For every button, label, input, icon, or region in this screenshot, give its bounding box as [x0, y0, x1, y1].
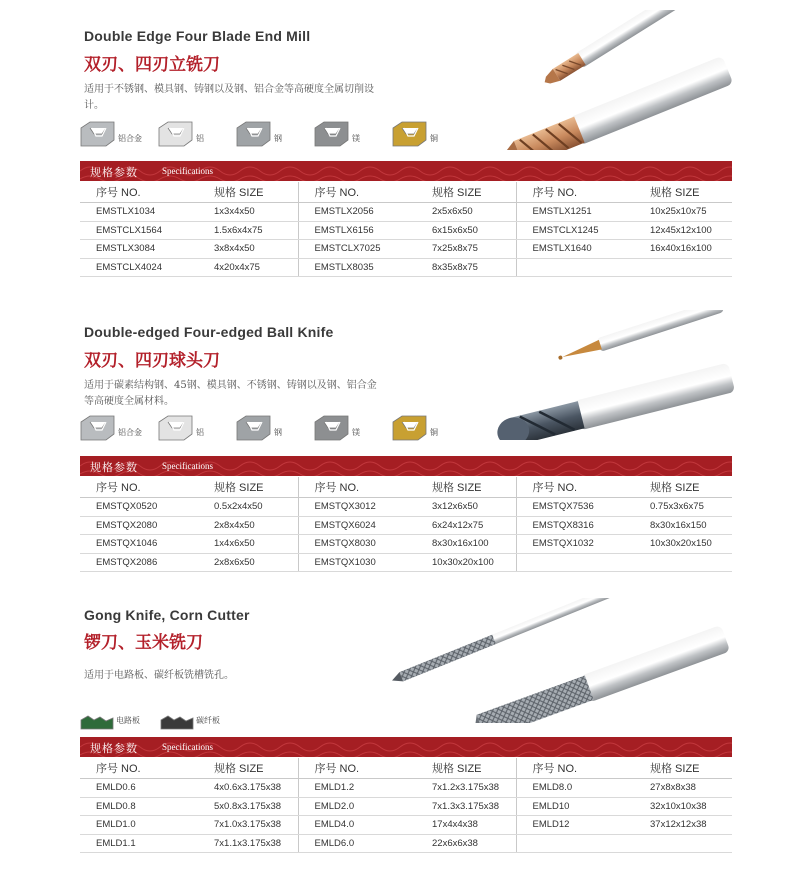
section-description: 适用于不锈钢、模具钢、铸钢以及钢、铝合金等高硬度全属切削设计。 — [84, 84, 374, 111]
material-block-icon — [80, 120, 116, 148]
spec-title-cn: 规格参数 — [90, 166, 138, 179]
cell-model-no: EMSTLX1034 — [80, 203, 192, 222]
material-block-icon — [392, 414, 428, 442]
cell-size: 1.5x6x4x75 — [192, 221, 298, 240]
cell-size — [628, 834, 732, 853]
cell-size: 0.5x2x4x50 — [192, 498, 298, 517]
material-label: 铝合金 — [118, 428, 142, 437]
column-header-size: 规格 SIZE — [628, 758, 732, 779]
cell-model-no: EMSTQX3012 — [298, 498, 410, 517]
cell-size: 1x3x4x50 — [192, 203, 298, 222]
end-mill-tool-image — [480, 10, 740, 150]
cell-size: 7x1.1x3.175x38 — [192, 834, 298, 853]
column-header-size: 规格 SIZE — [410, 477, 516, 498]
material-label: 铜 — [430, 428, 438, 437]
column-header-no: 序号 NO. — [516, 182, 628, 203]
cell-model-no: EMLD12 — [516, 816, 628, 835]
table-row — [80, 221, 732, 240]
material-label: 铝 — [196, 428, 204, 437]
cell-model-no: EMSTLX1251 — [516, 203, 628, 222]
cell-model-no: EMSTLX8035 — [298, 258, 410, 277]
cell-model-no: EMLD6.0 — [298, 834, 410, 853]
cell-size — [628, 553, 732, 572]
column-header-size: 规格 SIZE — [192, 758, 298, 779]
material-label: 钢 — [274, 428, 282, 437]
table-header-row — [80, 477, 732, 498]
material-label: 钢 — [274, 134, 282, 143]
table-row — [80, 816, 732, 835]
material-label: 铜 — [430, 134, 438, 143]
column-header-size: 规格 SIZE — [410, 182, 516, 203]
cell-size: 4x20x4x75 — [192, 258, 298, 277]
column-header-size: 规格 SIZE — [410, 758, 516, 779]
column-header-no: 序号 NO. — [298, 182, 410, 203]
cell-size: 2x8x4x50 — [192, 516, 298, 535]
section-ball-knife — [0, 290, 800, 580]
cell-size: 10x30x20x150 — [628, 535, 732, 554]
cell-model-no: EMLD4.0 — [298, 816, 410, 835]
cell-model-no: EMSTCLX1564 — [80, 221, 192, 240]
cell-model-no: EMLD2.0 — [298, 797, 410, 816]
column-header-size: 规格 SIZE — [192, 182, 298, 203]
section-corn-cutter — [0, 580, 800, 869]
column-header-no: 序号 NO. — [80, 758, 192, 779]
material-block-icon — [158, 120, 194, 148]
column-header-size: 规格 SIZE — [628, 477, 732, 498]
material-icon-item — [80, 412, 142, 442]
cell-model-no: EMLD1.1 — [80, 834, 192, 853]
cell-size: 1x4x6x50 — [192, 535, 298, 554]
column-header-no: 序号 NO. — [516, 477, 628, 498]
section-title-en: Double-edged Four-edged Ball Knife — [84, 324, 334, 340]
cell-size: 10x30x20x100 — [410, 553, 516, 572]
cell-size: 7x1.2x3.175x38 — [410, 779, 516, 798]
section-description: 适用于碳素结构钢、45钢、模具钢、不锈钢、铸钢以及钢、铝合金等高硬度全属材料。 — [84, 380, 377, 407]
cell-size: 37x12x12x38 — [628, 816, 732, 835]
table-row — [80, 553, 732, 572]
material-icon-item — [80, 700, 140, 730]
column-header-no: 序号 NO. — [80, 477, 192, 498]
cell-model-no: EMSTQX6024 — [298, 516, 410, 535]
ball-knife-tool-image — [480, 310, 740, 440]
material-block-icon — [236, 120, 272, 148]
cell-model-no: EMSTQX1030 — [298, 553, 410, 572]
corn-cutter-tool-image — [380, 598, 740, 723]
section-description: 适用于电路板、碳纤板铣槽铣孔。 — [84, 670, 234, 681]
cell-model-no — [516, 258, 628, 277]
table-row — [80, 535, 732, 554]
cell-model-no: EMSTQX7536 — [516, 498, 628, 517]
table-row — [80, 834, 732, 853]
cell-model-no: EMSTLX3084 — [80, 240, 192, 259]
cell-model-no: EMSTCLX7025 — [298, 240, 410, 259]
cell-size: 7x25x8x75 — [410, 240, 516, 259]
cell-size: 6x15x6x50 — [410, 221, 516, 240]
material-block-icon — [80, 414, 116, 442]
cell-model-no: EMLD0.8 — [80, 797, 192, 816]
cell-model-no — [516, 553, 628, 572]
section-title-en: Double Edge Four Blade End Mill — [84, 28, 311, 44]
specifications-bar — [80, 456, 732, 476]
column-header-size: 规格 SIZE — [628, 182, 732, 203]
cell-model-no: EMSTQX2080 — [80, 516, 192, 535]
cell-model-no: EMSTQX1032 — [516, 535, 628, 554]
cell-size: 7x1.0x3.175x38 — [192, 816, 298, 835]
table-row — [80, 498, 732, 517]
cell-model-no: EMLD10 — [516, 797, 628, 816]
cell-size: 12x45x12x100 — [628, 221, 732, 240]
column-header-no: 序号 NO. — [80, 182, 192, 203]
cell-model-no: EMSTLX2056 — [298, 203, 410, 222]
cell-size: 3x12x6x50 — [410, 498, 516, 517]
cell-model-no: EMSTQX0520 — [80, 498, 192, 517]
material-icon-item — [158, 412, 204, 442]
material-label: 镁 — [352, 428, 360, 437]
cell-model-no: EMLD0.6 — [80, 779, 192, 798]
spec-title-en: Specifications — [162, 461, 213, 471]
cell-size: 8x30x16x100 — [410, 535, 516, 554]
cell-size: 27x8x8x38 — [628, 779, 732, 798]
table-row — [80, 516, 732, 535]
cell-model-no: EMSTQX2086 — [80, 553, 192, 572]
cell-model-no: EMLD8.0 — [516, 779, 628, 798]
column-header-no: 序号 NO. — [298, 758, 410, 779]
cell-size: 32x10x10x38 — [628, 797, 732, 816]
spec-title-en: Specifications — [162, 166, 213, 176]
table-row — [80, 779, 732, 798]
material-label: 电路板 — [116, 716, 140, 725]
cell-size: 2x8x6x50 — [192, 553, 298, 572]
material-label: 镁 — [352, 134, 360, 143]
cell-model-no: EMSTQX1046 — [80, 535, 192, 554]
cell-size: 4x0.6x3.175x38 — [192, 779, 298, 798]
specifications-bar — [80, 737, 732, 757]
table-row — [80, 203, 732, 222]
cell-size: 8x35x8x75 — [410, 258, 516, 277]
material-icons — [80, 700, 300, 732]
material-icons — [80, 412, 500, 444]
material-icon-item — [236, 412, 282, 442]
spec-table — [80, 758, 732, 853]
table-header-row — [80, 758, 732, 779]
material-block-icon — [236, 414, 272, 442]
material-block-icon — [314, 120, 350, 148]
section-title-cn: 锣刀、玉米铣刀 — [84, 633, 203, 653]
material-block-icon — [392, 120, 428, 148]
material-icons — [80, 118, 500, 150]
cell-size: 16x40x16x100 — [628, 240, 732, 259]
spec-table — [80, 477, 732, 572]
table-header-row — [80, 182, 732, 203]
cell-size: 7x1.3x3.175x38 — [410, 797, 516, 816]
cell-size: 5x0.8x3.175x38 — [192, 797, 298, 816]
cell-size: 6x24x12x75 — [410, 516, 516, 535]
spec-title-cn: 规格参数 — [90, 461, 138, 474]
column-header-no: 序号 NO. — [516, 758, 628, 779]
spec-title-en: Specifications — [162, 742, 213, 752]
section-end-mill — [0, 0, 800, 290]
material-block-icon — [158, 414, 194, 442]
material-label: 铝合金 — [118, 134, 142, 143]
cell-model-no: EMSTCLX1245 — [516, 221, 628, 240]
material-icon-item — [160, 700, 220, 730]
cell-model-no: EMSTCLX4024 — [80, 258, 192, 277]
cell-size — [628, 258, 732, 277]
cell-size: 10x25x10x75 — [628, 203, 732, 222]
material-icon-item — [236, 118, 282, 148]
material-label: 铝 — [196, 134, 204, 143]
specifications-bar — [80, 161, 732, 181]
cell-size: 3x8x4x50 — [192, 240, 298, 259]
material-icon-item — [158, 118, 204, 148]
table-row — [80, 258, 732, 277]
cell-model-no: EMSTLX6156 — [298, 221, 410, 240]
cell-model-no: EMSTQX8316 — [516, 516, 628, 535]
cell-size: 22x6x6x38 — [410, 834, 516, 853]
spec-title-cn: 规格参数 — [90, 742, 138, 755]
cell-size: 0.75x3x6x75 — [628, 498, 732, 517]
material-icon-item — [314, 412, 360, 442]
material-icon-item — [314, 118, 360, 148]
material-block-icon — [160, 712, 194, 730]
table-row — [80, 240, 732, 259]
section-title-cn: 双刃、四刃球头刀 — [84, 351, 220, 371]
cell-model-no: EMLD1.0 — [80, 816, 192, 835]
section-title-en: Gong Knife, Corn Cutter — [84, 607, 250, 623]
cell-model-no: EMSTLX1640 — [516, 240, 628, 259]
cell-model-no — [516, 834, 628, 853]
column-header-size: 规格 SIZE — [192, 477, 298, 498]
cell-size: 17x4x4x38 — [410, 816, 516, 835]
section-title-cn: 双刃、四刃立铣刀 — [84, 55, 220, 75]
cell-size: 2x5x6x50 — [410, 203, 516, 222]
material-label: 碳纤板 — [196, 716, 220, 725]
cell-model-no: EMSTQX8030 — [298, 535, 410, 554]
material-icon-item — [392, 412, 438, 442]
cell-size: 8x30x16x150 — [628, 516, 732, 535]
material-block-icon — [80, 712, 114, 730]
column-header-no: 序号 NO. — [298, 477, 410, 498]
cell-model-no: EMLD1.2 — [298, 779, 410, 798]
material-icon-item — [392, 118, 438, 148]
table-row — [80, 797, 732, 816]
spec-table — [80, 182, 732, 277]
material-block-icon — [314, 414, 350, 442]
material-icon-item — [80, 118, 142, 148]
